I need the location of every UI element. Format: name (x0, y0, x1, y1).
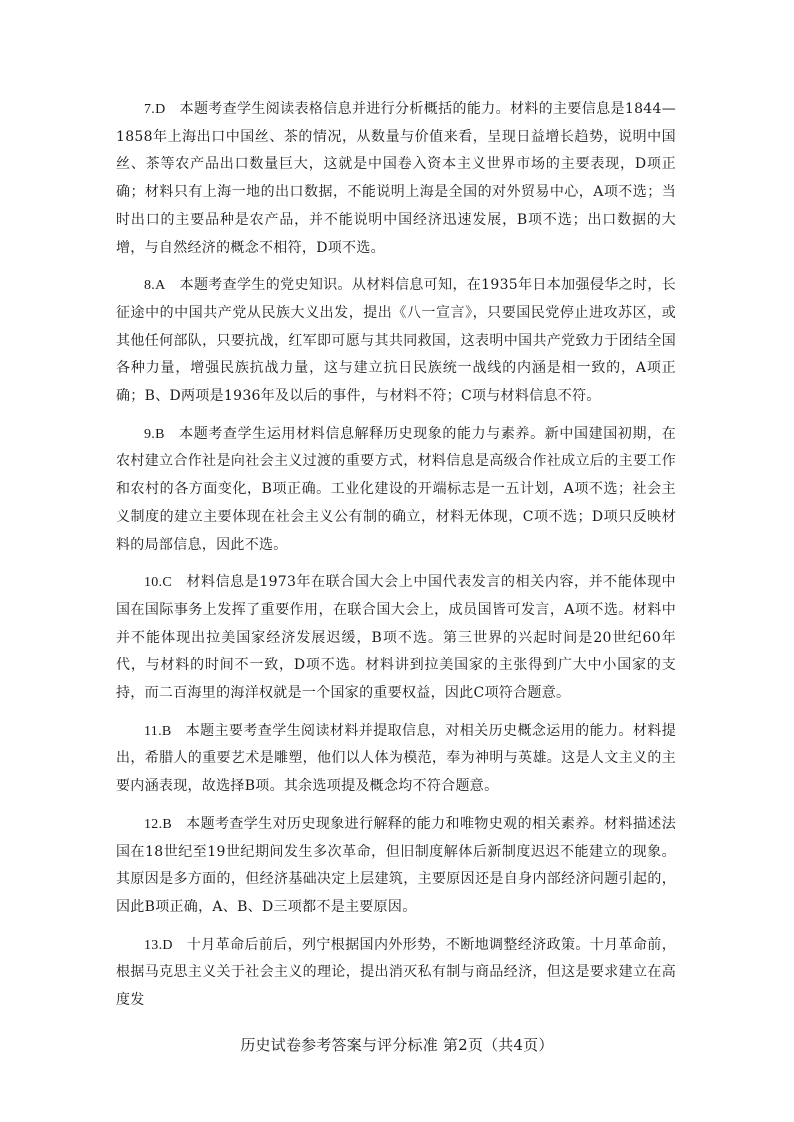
answer-text: 十月革命后前后，列宁根据国内外形势，不断地调整经济政策。十月革命前，根据马克思主义关于社会主义的理论，提出消灭私有制与商品经济，但这是要求建立在高度发 (116, 936, 676, 1009)
answer-item (116, 96, 676, 262)
answer-text: 本题考查学生对历史现象进行解释的能力和唯物史观的相关素养。材料描述法国在18世纪至19世纪期间发生多次革命，但旧制度解体后新制度迟迟不能建立的现象。其原因是多方面的，但经济基础决定上层建筑，主要原因还是自身内部经济问题引起的，因此B项正确，A、B、D三项都不是主要原因。 (116, 815, 676, 915)
answer-item (116, 718, 676, 801)
answer-list (116, 96, 676, 1025)
answer-label: 12.B (144, 816, 173, 832)
page-footer: 历史试卷参考答案与评分标准 第2页（共4页） (240, 1036, 554, 1054)
answer-item (116, 811, 676, 922)
answer-label: 9.B (144, 426, 165, 442)
answer-item (116, 932, 676, 1015)
answer-item (116, 272, 676, 411)
answer-text: 本题考查学生运用材料信息解释历史现象的能力与素养。新中国建国初期，在农村建立合作社是向社会主义过渡的重要方式，材料信息是高级合作社成立后的主要工作和农村的各方面变化，B项正确。工业化建设的开端标志是一五计划，A项不选；社会主义制度的建立主要体现在社会主义公有制的确立，材料无体现，C项不选；D项只反映材料的局部信息，因此不选。 (116, 425, 676, 553)
answer-text: 材料信息是1973年在联合国大会上中国代表发言的相关内容，并不能体现中国在国际事务上发挥了重要作用，在联合国大会上，成员国皆可发言，A项不选。材料中并不能体现出拉美国家经济发展迟缓，B项不选。第三世界的兴起时间是20世纪60年代，与材料的时间不一致，D项不选。材料讲到拉美国家的主张得到广大中小国家的支持，而二百海里的海洋权就是一个国家的重要权益，因此C项符合题意。 (116, 574, 676, 702)
answer-label: 10.C (144, 575, 173, 591)
answer-label: 11.B (144, 723, 172, 739)
answer-text: 本题主要考查学生阅读材料并提取信息，对相关历史概念运用的能力。材料提出，希腊人的重要艺术是雕塑，他们以人体为模范，奉为神明与英雄。这是人文主义的主要内涵表现，故选择B项。其余选项提及概念均不符合题意。 (116, 722, 676, 795)
answer-text: 本题考查学生的党史知识。从材料信息可知，在1935年日本加强侵华之时，长征途中的中国共产党从民族大义出发，提出《八一宣言》，只要国民党停止进攻苏区，或其他任何部队，只要抗战，红军即可愿与其共同救国，这表明中国共产党致力于团结全国各种力量，增强民族抗战力量，这与建立抗日民族统一战线的内涵是相一致的，A项正确；B、D两项是1936年及以后的事件，与材料不符；C项与材料信息不符。 (116, 277, 676, 405)
answer-item (116, 569, 676, 708)
answer-text: 本题考查学生阅读表格信息并进行分析概括的能力。材料的主要信息是1844—1858年上海出口中国丝、茶的情况，从数量与价值来看，呈现日益增长趋势，说明中国丝、茶等农产品出口数量巨大，这就是中国卷入资本主义世界市场的主要表现，D项正确；材料只有上海一地的出口数据，不能说明上海是全国的对外贸易中心，A项不选；当时出口的主要品种是农产品，并不能说明中国经济迅速发展，B项不选；出口数据的大增，与自然经济的概念不相符，D项不选。 (116, 101, 676, 256)
answer-label: 8.A (144, 278, 166, 294)
answer-label: 7.D (144, 102, 166, 117)
answer-item (116, 421, 676, 560)
answer-label: 13.D (144, 937, 173, 953)
